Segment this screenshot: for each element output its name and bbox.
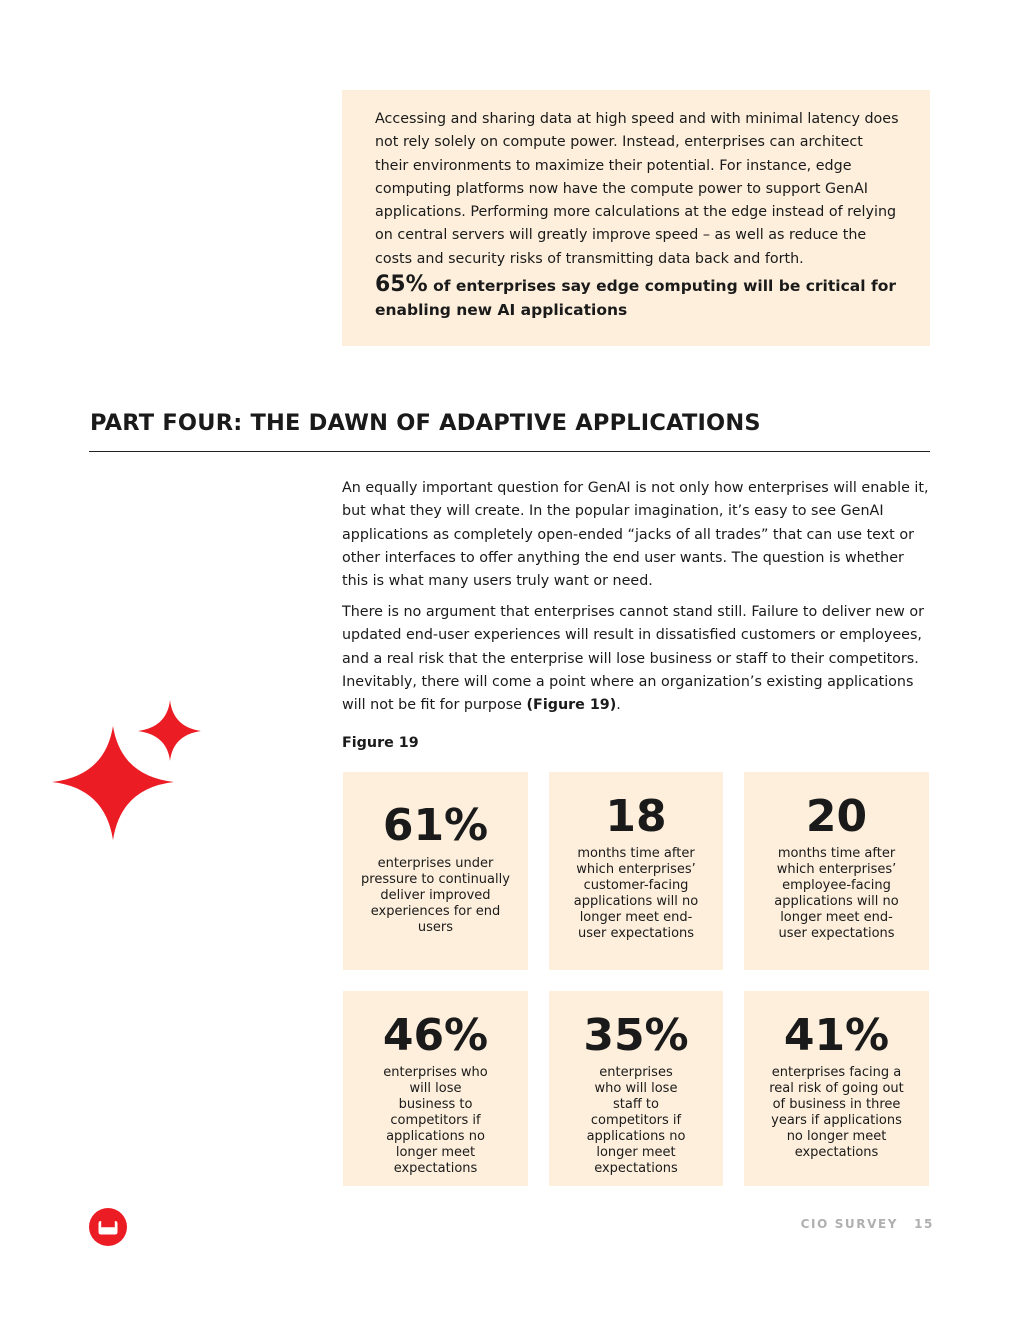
stat-card-text: enterprises facing a real risk of going out of business in three years if applications no longer meet expectations: [769, 1065, 904, 1160]
stat-card-5: [549, 991, 723, 1186]
stat-card-value: 20: [805, 791, 868, 842]
callout-text: Accessing and sharing data at high speed and with minimal latency does not rely solely on compute power. Instead, enterprises can architect their environments to maximize their potential. For instance, edge computing platforms now have the compute power to support GenAI applications. Performing more calculations at the edge instead of relying on central servers will greatly improve speed – as well as reduce the costs and security risks of transmitting data back and forth.: [375, 111, 899, 267]
para2-text: There is no argument that enterprises cannot stand still. Failure to deliver new or updated end-user experiences will result in dissatisfied customers or employees, and a real risk that the enterprise will lose business or staff to their competitors. Inevitably, there will come a point where an organization’s existing applications will not be fit for purpose: [342, 604, 925, 714]
body-paragraph-1: An equally important question for GenAI is not only how enterprises will enable it, but what they will create. In the popular imagination, it’s easy to see GenAI applications as completely open-ended “jacks of all trades” that can use text or other interfaces to offer anything the end user wants. The question is whether this is what many users truly want or need.: [342, 480, 929, 590]
stat-card-2: [549, 772, 723, 970]
couchbase-logo-icon: [89, 1208, 127, 1246]
para2-end: .: [616, 697, 621, 714]
callout-stat: [375, 273, 900, 322]
stat-card-3: [744, 772, 929, 970]
stat-card-value: 18: [605, 791, 667, 842]
figure-label: Figure 19: [342, 735, 419, 751]
stat-card-6: [744, 991, 929, 1186]
stat-card-text: enterprises who will lose staff to competitors if applications no longer meet expectations: [586, 1065, 686, 1176]
stat-card-text: months time after which enterprises’ employee-facing applications will no longer meet end-user expectations: [774, 846, 899, 941]
stat-card-value: 46%: [382, 1010, 489, 1061]
stat-card-value: 41%: [783, 1010, 890, 1061]
footer: [780, 1217, 934, 1231]
stat-card-text: months time after which enterprises’ customer-facing applications will no longer meet end-user expectations: [573, 846, 699, 941]
footer-label: CIO SURVEY: [800, 1217, 899, 1231]
stat-card-text: enterprises who will lose business to competitors if applications no longer meet expectations: [383, 1065, 488, 1176]
figure-reference: (Figure 19): [526, 697, 617, 714]
stat-card-text: enterprises under pressure to continually deliver improved experiences for end users: [361, 856, 510, 935]
stat-card-value: 35%: [583, 1010, 689, 1061]
edge-computing-callout: [342, 90, 930, 346]
stat-card-1: [343, 772, 528, 970]
page-number: 15: [914, 1217, 934, 1231]
sparkle-icon: [50, 700, 202, 842]
section-title: PART FOUR: THE DAWN OF ADAPTIVE APPLICATIONS: [90, 410, 761, 436]
stat-card-4: [343, 991, 528, 1186]
callout-stat-value: 65%: [375, 272, 428, 298]
section-divider: [89, 451, 930, 452]
stat-card-value: 61%: [382, 800, 489, 851]
body-paragraph-2: [342, 601, 932, 717]
callout-stat-text: of enterprises say edge computing will be critical for enabling new AI applications: [375, 277, 896, 320]
